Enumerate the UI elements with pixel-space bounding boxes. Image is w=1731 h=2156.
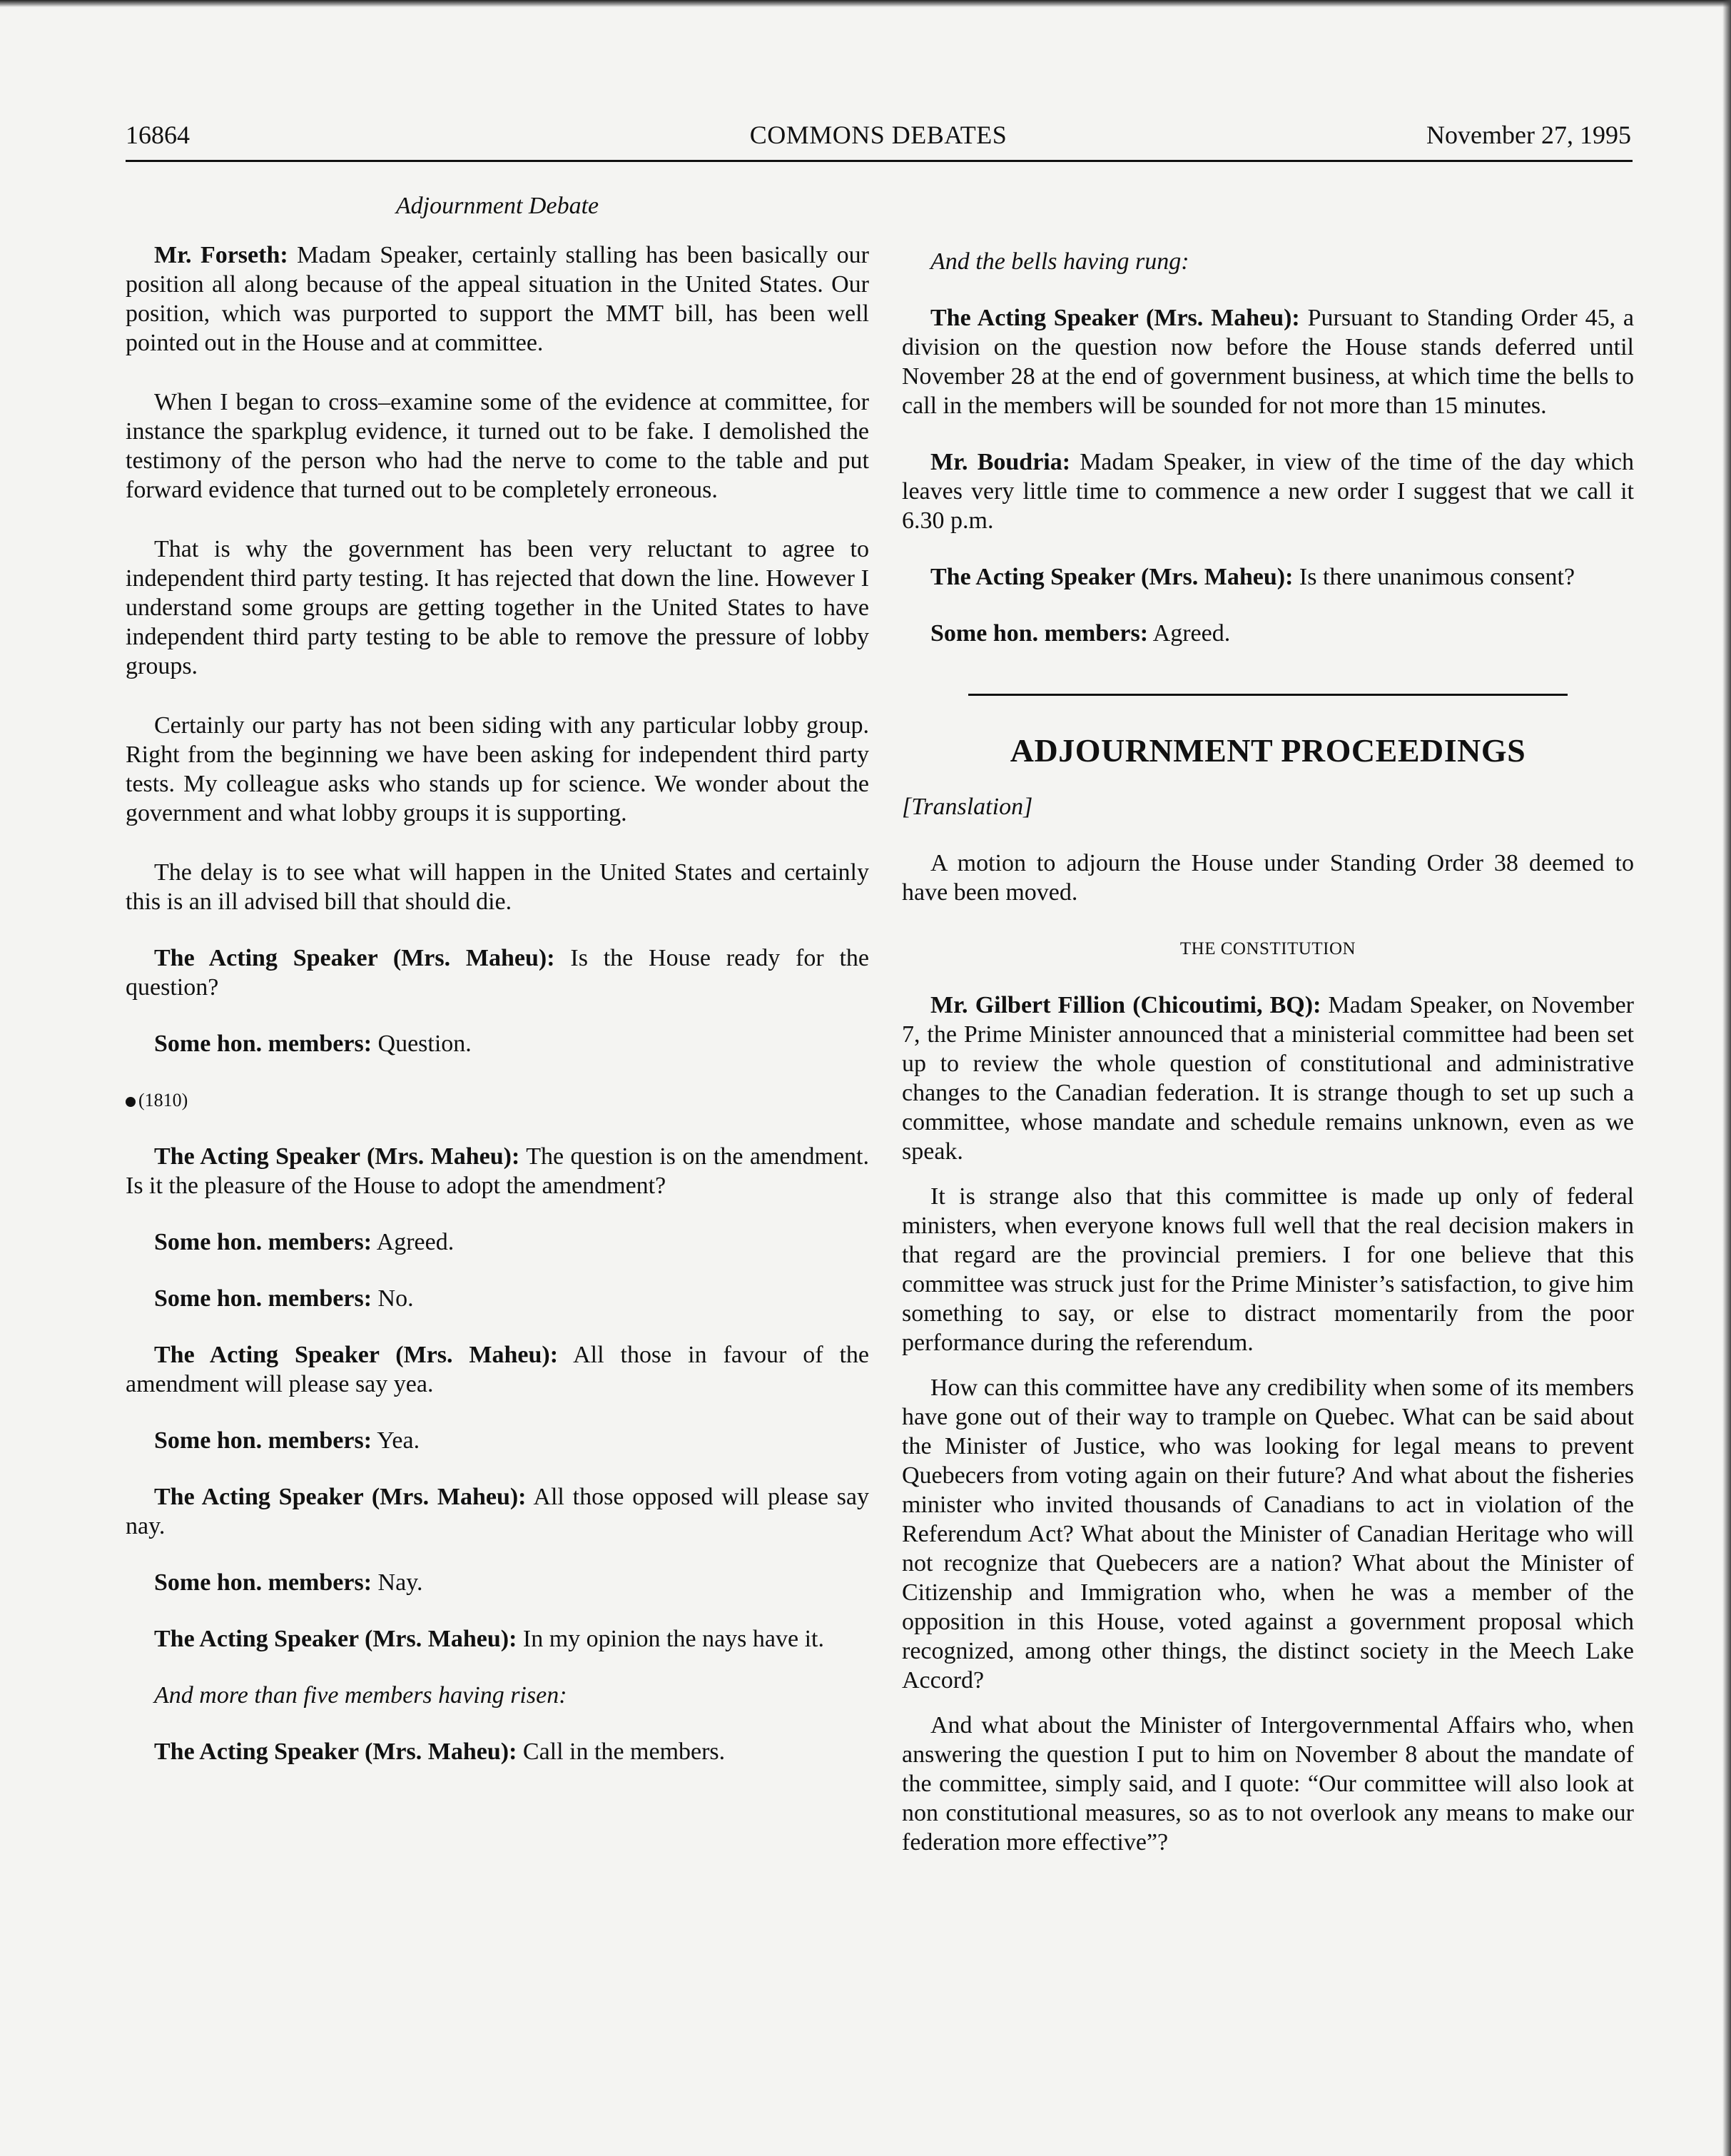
speech-acting-speaker-6 [126,1737,869,1766]
section-subhead: Adjournment Debate [395,193,599,219]
speaker-name: The Acting Speaker (Mrs. Maheu): [154,945,555,971]
speaker-name: The Acting Speaker (Mrs. Maheu): [930,564,1294,590]
speech-acting-speaker-5 [126,1624,869,1654]
speaker-name: The Acting Speaker (Mrs. Maheu): [154,1626,517,1652]
page-number: 16864 [126,121,190,149]
page-header [126,120,1631,158]
speech-acting-speaker-2 [126,1142,869,1200]
speech-boudria [902,447,1634,535]
paragraph-forseth-5: The delay is to see what will happen in the United States and certainly this is an ill advised bill that should die. [126,859,869,915]
speaker-name: The Acting Speaker (Mrs. Maheu): [154,1739,517,1765]
bullet-icon [126,1097,136,1107]
speech-fillion-3: How can this committee have any credibility when some of its members have gone out of their way to trample on Quebec. What can be said about the Minister of Justice, who was looking for legal means to prevent Quebecers from voting again on their future? And what about the fisheries minister who invited thousands of Canadians to act in violation of the Referendum Act? What about the Minister of Canadian Heritage who will not recognize that Quebecers are a nation? What about the Minister of Citizenship and Immigration who, when he was a member of the opposition in this House, voted against a government proposal which recognized, among other things, the distinct society in the Meech Lake Accord? [902,1375,1634,1694]
time-marker [126,1085,869,1115]
speech-members-4 [126,1426,869,1455]
speech-text: Madam Speaker, in view of the time of the day which leaves very little time to commence a new order I suggest that we call it 6.30 p.m. [902,449,1634,534]
speech-members-6 [902,619,1634,648]
speech-text: Pursuant to Standing Order 45, a division on the question now before the House stands deferred until November 28 at the end of government business, at which time the bells to call in the members will be sounded for not more than 15 minutes. [902,305,1635,419]
time-text: (1810) [138,1090,188,1110]
speech-text: Question. [372,1031,472,1057]
speaker-name: Some hon. members: [154,1569,372,1596]
speech-fillion-4: And what about the Minister of Intergovernmental Affairs who, when answering the question I put to him on November 8 about the mandate of the committee, simply said, and I quote: “Our committee will also look at non constitutional measures, so as to not overlook any means to make our federation more effective”? [902,1712,1634,1856]
speech-fillion-1 [902,991,1634,1166]
speech-text: In my opinion the nays have it. [517,1626,824,1652]
translation-note: [Translation] [902,794,1033,820]
section-divider [968,694,1568,696]
stage-direction-bells: And the bells having rung: [930,248,1189,275]
speech-text: Call in the members. [517,1739,726,1765]
section-title: ADJOURNMENT PROCEEDINGS [1010,732,1526,769]
paragraph-forseth-2: When I began to cross–examine some of the evidence at committee, for instance the sparkplug evidence, it turned out to be fake. I demolished the testimony of the person who had the nerve to come to the table and put forward evidence that turned out to be completely erroneous. [126,389,869,503]
speech-members-5 [126,1568,869,1597]
header-rule [126,160,1633,162]
speech-text: All those in favour of the amendment will please say yea. [126,1342,869,1397]
speech-members-2 [126,1228,869,1257]
speech-text: The question is on the amendment. Is it the pleasure of the House to adopt the amendment? [126,1143,870,1199]
left-column [126,191,869,1766]
stage-direction-risen: And more than five members having risen: [154,1682,567,1709]
speaker-name: The Acting Speaker (Mrs. Maheu): [154,1484,527,1510]
speaker-name: Mr. Boudria: [930,449,1071,475]
motion-paragraph: A motion to adjourn the House under Standing Order 38 deemed to have been moved. [902,850,1634,906]
speech-fillion-2: It is strange also that this committee is made up only of federal ministers, when everyone knows full well that the real decision makers in that regard are the provincial premiers. I for one believe that this committee was struck just for the Prime Minister’s satisfaction, to give him something to say, or else to distract momentarily from the poor performance during the referendum. [902,1183,1634,1356]
speaker-name: Some hon. members: [154,1229,372,1255]
speech-text: Nay. [372,1569,423,1596]
speech-text: All those opposed will please say nay. [126,1484,870,1539]
paragraph-text: Madam Speaker, certainly stalling has been basically our position all along because of the appeal situation in the United States. Our position, which was purported to support the MMT bill, has been well pointed out in the House and at committee. [126,242,869,356]
speech-acting-speaker-1 [126,943,869,1002]
publication-title: COMMONS DEBATES [749,121,1007,149]
speech-text: No. [372,1285,414,1312]
speech-text: Agreed. [1148,620,1231,647]
publication-date: November 27, 1995 [1426,121,1631,149]
speaker-name: Some hon. members: [930,620,1149,647]
speaker-name: The Acting Speaker (Mrs. Maheu): [154,1143,520,1170]
paragraph-forseth-4: Certainly our party has not been siding with any particular lobby group. Right from the beginning we have been asking for independent third party tests. My colleague asks who stands up for science. We wonder about the government and what lobby groups it is supporting. [126,712,869,826]
speaker-name: Mr. Forseth: [154,242,288,268]
speech-acting-speaker-8 [902,562,1634,592]
speech-members-3 [126,1284,869,1313]
right-column [902,247,1634,1857]
scan-edge-top [0,0,1731,7]
speech-acting-speaker-3 [126,1340,869,1399]
speaker-name: The Acting Speaker (Mrs. Maheu): [930,305,1300,331]
speaker-name: Some hon. members: [154,1031,372,1057]
speech-text: Is the House ready for the question? [126,945,870,1001]
paragraph-forseth-3: That is why the government has been very reluctant to agree to independent third party testing. It has rejected that down the line. However I understand some groups are getting together in the United States to have independent third party testing to be able to remove the pressure of lobby groups. [126,536,869,679]
speaker-name: Some hon. members: [154,1427,372,1454]
scan-edge-right [1722,0,1731,2156]
speech-members-1 [126,1029,869,1058]
speech-text: Agreed. [372,1229,455,1255]
topic-heading: THE CONSTITUTION [1179,939,1356,958]
speaker-name: Mr. Gilbert Fillion (Chicoutimi, BQ): [930,992,1321,1018]
speech-text: Is there unanimous consent? [1293,564,1575,590]
speaker-name: The Acting Speaker (Mrs. Maheu): [154,1342,559,1368]
paragraph-forseth-1 [126,241,869,358]
speech-text: Madam Speaker, on November 7, the Prime Minister announced that a ministerial committee had been set up to review the whole question of constitutional and administrative changes to the Canadian federation. It is strange though to set up such a committee, whose mandate and schedule remains unknown, even as we speak. [902,992,1634,1165]
speech-acting-speaker-7 [902,303,1634,420]
speaker-name: Some hon. members: [154,1285,372,1312]
speech-text: Yea. [372,1427,420,1454]
speech-acting-speaker-4 [126,1482,869,1541]
